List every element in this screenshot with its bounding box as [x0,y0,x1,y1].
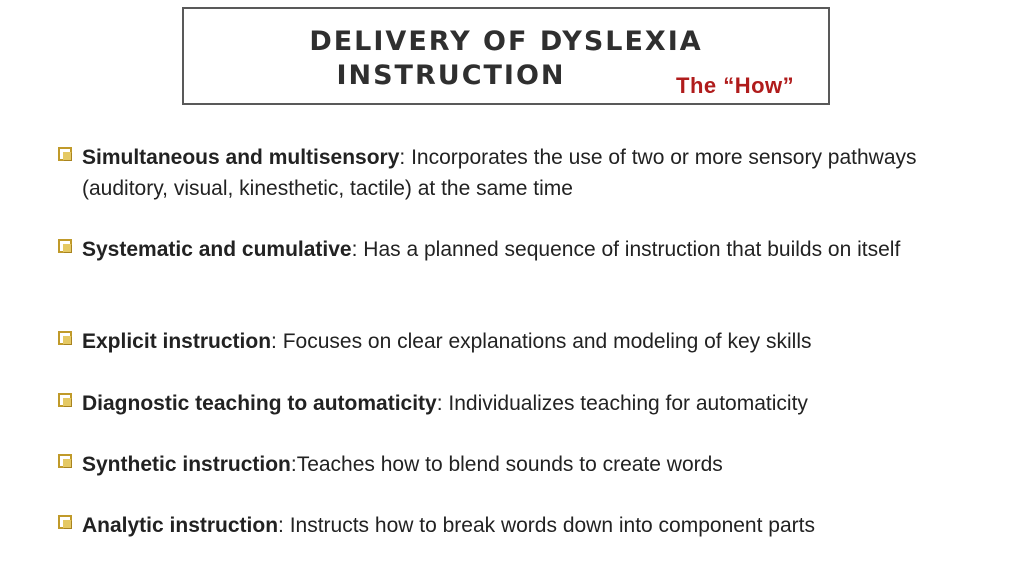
bullet-item [58,234,968,265]
title-line-2: INSTRUCTION [336,60,566,91]
bullet-text [82,449,968,480]
square-bullet-icon [58,515,72,529]
bullet-text [82,142,968,204]
square-bullet-icon [58,147,72,161]
bullet-text [82,510,968,541]
bullet-term: Synthetic instruction [82,453,291,476]
bullet-separator: : [290,453,297,476]
square-bullet-icon [58,331,72,345]
bullet-term: Explicit instruction [82,330,272,353]
bullet-description: Focuses on clear explanations and modeling of key skills [282,330,812,353]
bullet-text [82,326,968,357]
bullet-item [58,449,968,480]
bullet-separator: : [351,238,364,261]
bullet-item [58,510,968,541]
square-bullet-icon [58,239,72,253]
bullet-item [58,142,968,204]
bullet-description: Incorporates the use of two or more sensory pathways (auditory, visual, kinesthetic, tactile) at the same time [82,146,917,200]
bullet-description: Has a planned sequence of instruction that builds on itself [363,238,901,261]
bullet-description: Teaches how to blend sounds to create words [296,453,723,476]
bullet-text [82,388,968,419]
bullet-term: Analytic instruction [82,514,279,537]
bullet-separator: : [271,330,283,353]
bullet-term: Diagnostic teaching to automaticity [82,392,437,415]
page-subtitle: The “How” [676,73,795,98]
bullet-text [82,234,968,265]
square-bullet-icon [58,454,72,468]
bullet-term: Systematic and cumulative [82,238,352,261]
title-box [182,7,830,105]
title-line-1: DELIVERY OF DYSLEXIA [309,26,703,57]
bullet-description: Individualizes teaching for automaticity [448,392,808,415]
square-bullet-icon [58,393,72,407]
bullet-description: Instructs how to break words down into component parts [289,514,815,537]
bullet-term: Simultaneous and multisensory [82,146,400,169]
bullet-item [58,326,968,357]
bullet-item [58,388,968,419]
bullet-separator: : [399,146,412,169]
bullet-separator: : [278,514,290,537]
bullet-separator: : [436,392,449,415]
